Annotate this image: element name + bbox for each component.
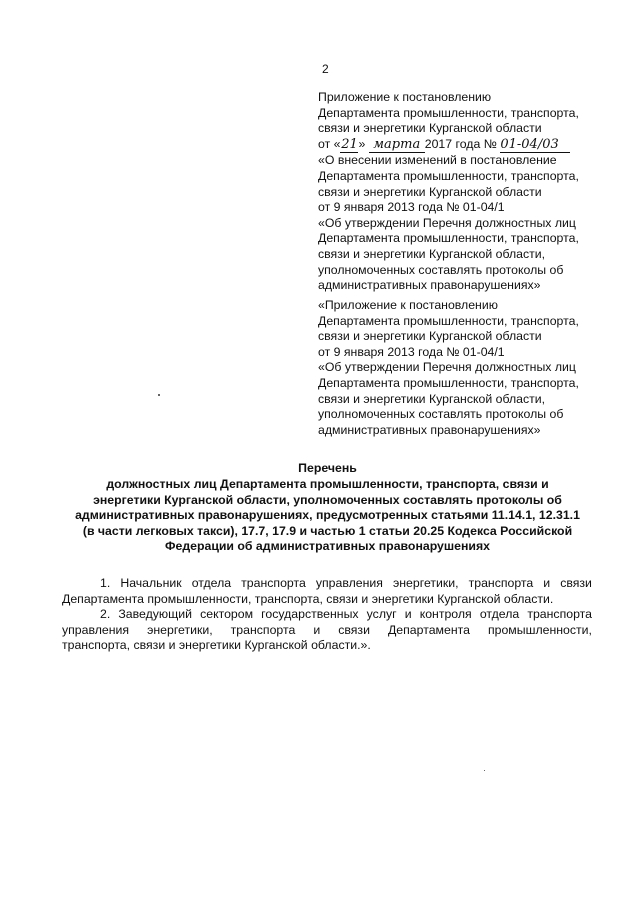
- appendix-line: от 9 января 2013 года № 01-04/1: [318, 200, 505, 215]
- appendix-line: связи и энергетики Курганской области: [318, 184, 542, 199]
- word: управления: [315, 576, 383, 590]
- word: транспорта: [230, 622, 296, 637]
- speck-mark: [484, 770, 485, 771]
- word: 2.: [100, 607, 111, 621]
- title-line: Федерации об административных правонарушениях: [164, 539, 490, 554]
- appendix-2-line: Департамента промышленности, транспорта,: [318, 313, 579, 328]
- word: управления: [62, 622, 130, 637]
- date-prefix: от «: [318, 136, 341, 151]
- date-mid: »: [358, 136, 366, 151]
- appendix-2-line: связи и энергетики Курганской области,: [318, 391, 546, 406]
- word: государственных: [261, 607, 359, 621]
- word: энергетики,: [147, 622, 213, 637]
- document-body: [62, 576, 592, 654]
- appendix-2-line: «Об утверждении Перечня должностных лиц: [318, 360, 576, 375]
- word: Департамента: [387, 622, 470, 637]
- appendix-line: связи и энергетики Курганской области: [318, 121, 542, 136]
- appendix-2-line: «Приложение к постановлению: [318, 298, 498, 312]
- word: связи: [560, 576, 592, 590]
- appendix-header-2: [318, 298, 618, 438]
- word: связи: [338, 622, 370, 637]
- item-2-line-1: [62, 607, 592, 623]
- appendix-header: [318, 90, 618, 294]
- title-line: должностных лиц Департамента промышленности, транспорта, связи и: [106, 477, 549, 492]
- appendix-2-line: административных правонарушениях»: [318, 422, 541, 437]
- word: промышленности,: [487, 622, 592, 637]
- appendix-line: Департамента промышленности, транспорта,: [318, 168, 579, 183]
- date-year-text: 2017 года №: [424, 136, 497, 151]
- word: и: [313, 622, 321, 637]
- appendix-line: «О внесении изменений в постановление: [318, 153, 557, 168]
- item-1-line-2: Департамента промышленности, транспорта, связи и энергетики Курганской области.: [62, 591, 554, 606]
- word: контроля: [419, 607, 472, 621]
- word: транспорта: [527, 607, 592, 621]
- appendix-line: «Об утверждении Перечня должностных лиц: [318, 215, 576, 230]
- document-number-handwritten: 01-04/03: [500, 137, 570, 154]
- date-day-handwritten: 21: [341, 136, 358, 152]
- page-number: 2: [322, 62, 329, 76]
- word: отдела: [191, 576, 232, 590]
- document-title: [55, 461, 600, 554]
- item-2-line-3: транспорта, связи и энергетики Курганской области.».: [62, 638, 371, 652]
- word: и: [543, 576, 551, 590]
- word: 1.: [100, 576, 111, 590]
- item-1-line-1: [62, 576, 592, 592]
- word: транспорта: [241, 576, 306, 590]
- title-line: административных правонарушениях, предусмотренных статьями 11.14.1, 12.31.1: [75, 508, 580, 523]
- appendix-line: уполномоченных составлять протоколы об: [318, 262, 564, 277]
- word: Заведующий: [118, 607, 192, 621]
- word: Начальник: [120, 576, 182, 590]
- appendix-2-line: от 9 января 2013 года № 01-04/1: [318, 344, 505, 359]
- word: сектором: [200, 607, 254, 621]
- appendix-line: Департамента промышленности, транспорта,: [318, 105, 579, 120]
- word: услуг: [366, 607, 397, 621]
- word: отдела: [479, 607, 520, 621]
- speck-mark: [158, 394, 160, 396]
- appendix-date-line: [318, 137, 618, 154]
- item-2-line-2: [62, 623, 592, 639]
- appendix-line: Приложение к постановлению: [318, 90, 492, 104]
- appendix-line: административных правонарушениях»: [318, 278, 541, 293]
- title-heading: Перечень: [298, 461, 357, 475]
- word: и: [404, 607, 412, 621]
- date-month-handwritten: марта: [369, 137, 425, 154]
- title-line: энергетики Курганской области, уполномоченных составлять протоколы об: [93, 492, 562, 507]
- appendix-2-line: уполномоченных составлять протоколы об: [318, 407, 564, 422]
- appendix-line: связи и энергетики Курганской области,: [318, 246, 546, 261]
- appendix-2-line: связи и энергетики Курганской области: [318, 329, 542, 344]
- word: транспорта: [468, 576, 534, 590]
- word: энергетики,: [392, 576, 459, 590]
- appendix-2-line: Департамента промышленности, транспорта,: [318, 375, 579, 390]
- appendix-line: Департамента промышленности, транспорта,: [318, 231, 579, 246]
- title-line: (в части легковых такси), 17.7, 17.9 и частью 1 статьи 20.25 Кодекса Российской: [82, 523, 573, 538]
